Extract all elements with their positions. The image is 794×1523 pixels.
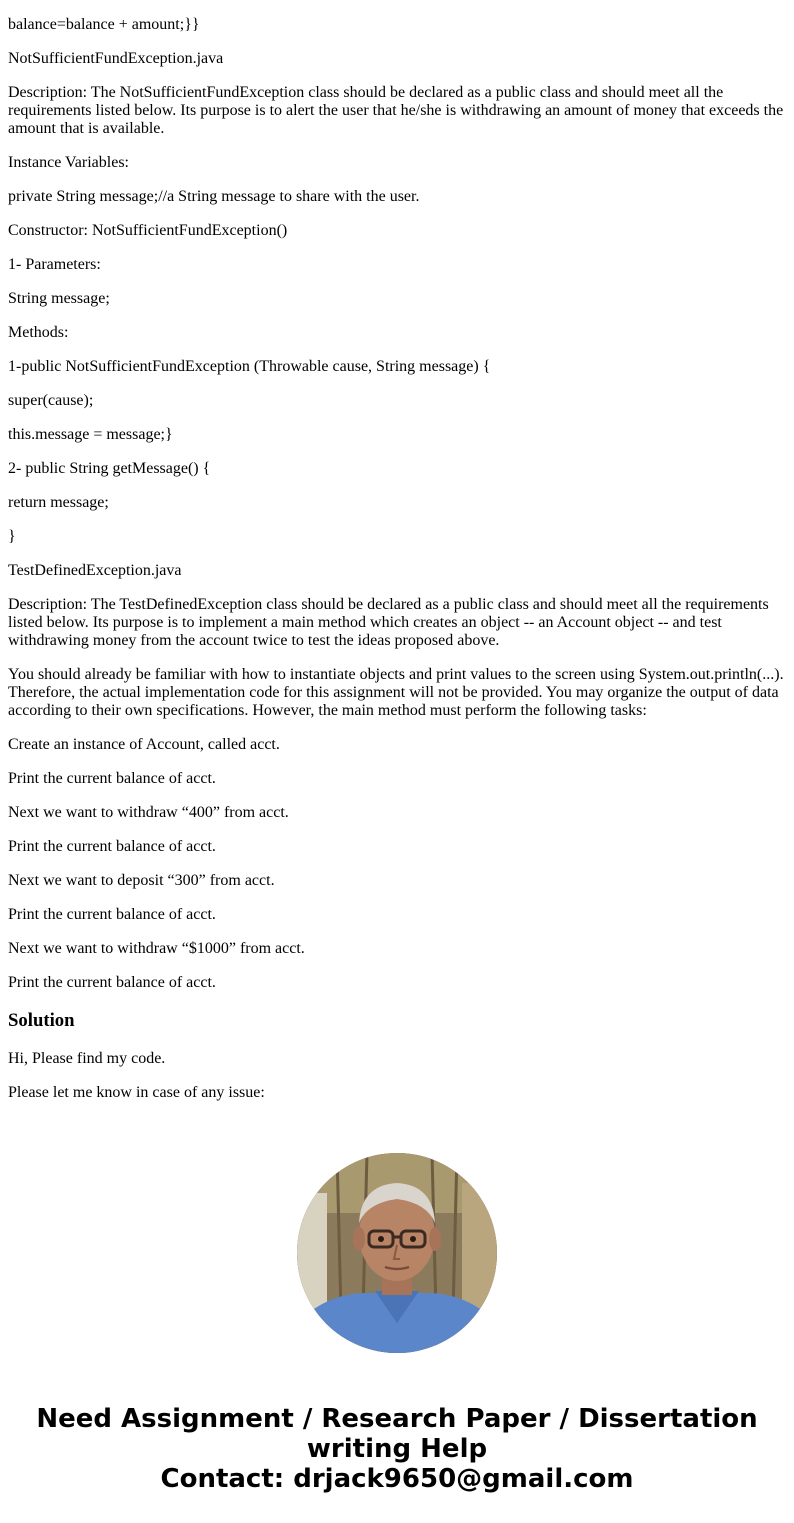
help-banner-title: Need Assignment / Research Paper / Dissertation writing Help — [36, 1404, 758, 1464]
solution-heading: Solution — [8, 1010, 75, 1031]
paragraph: } — [8, 528, 16, 545]
document-body — [8, 0, 786, 1118]
paragraph: balance=balance + amount;}} — [8, 16, 200, 33]
paragraph: Instance Variables: — [8, 154, 129, 171]
paragraph: Next we want to withdraw “$1000” from acct. — [8, 940, 305, 957]
paragraph: Description: The TestDefinedException class should be declared as a public class and should meet all the requirements listed below. Its purpose is to implement a main method which creates an object -- an Account object -- and test withdrawing money from the account twice to test the ideas proposed above. — [8, 596, 769, 649]
paragraph: Methods: — [8, 324, 69, 341]
paragraph: NotSufficientFundException.java — [8, 50, 224, 67]
paragraph: Description: The NotSufficientFundException class should be declared as a public class and should meet all the requirements listed below. Its purpose is to alert the user that he/she is withdrawing an amount of money that exceeds the amount that is available. — [8, 84, 784, 137]
help-contact-banner — [0, 1404, 794, 1494]
paragraph: Constructor: NotSufficientFundException() — [8, 222, 288, 239]
paragraph: 1-public NotSufficientFundException (Throwable cause, String message) { — [8, 358, 491, 375]
author-photo-illustration — [297, 1153, 497, 1353]
paragraph: TestDefinedException.java — [8, 562, 182, 579]
paragraph: Next we want to withdraw “400” from acct. — [8, 804, 289, 821]
paragraph: You should already be familiar with how to instantiate objects and print values to the screen using System.out.println(...). Therefore, the actual implementation code for this assignment will not be provided. You may organize the output of data according to their own specifications. However, the main method must perform the following tasks: — [8, 666, 784, 719]
paragraph: 1- Parameters: — [8, 256, 101, 273]
solution-paragraph: Hi, Please find my code. — [8, 1050, 166, 1067]
paragraph: 2- public String getMessage() { — [8, 460, 211, 477]
contact-email: Contact: drjack9650@gmail.com — [160, 1464, 634, 1494]
paragraph: private String message;//a String message to share with the user. — [8, 188, 420, 205]
paragraph: Print the current balance of acct. — [8, 906, 216, 923]
author-avatar — [297, 1153, 497, 1353]
paragraph: Print the current balance of acct. — [8, 770, 216, 787]
paragraph: Create an instance of Account, called acct. — [8, 736, 280, 753]
paragraph: Next we want to deposit “300” from acct. — [8, 872, 275, 889]
paragraph: String message; — [8, 290, 110, 307]
solution-paragraph: Please let me know in case of any issue: — [8, 1084, 265, 1101]
paragraph: Print the current balance of acct. — [8, 974, 216, 991]
paragraph: super(cause); — [8, 392, 94, 409]
paragraph: this.message = message;} — [8, 426, 173, 443]
paragraph: Print the current balance of acct. — [8, 838, 216, 855]
paragraph: return message; — [8, 494, 109, 511]
